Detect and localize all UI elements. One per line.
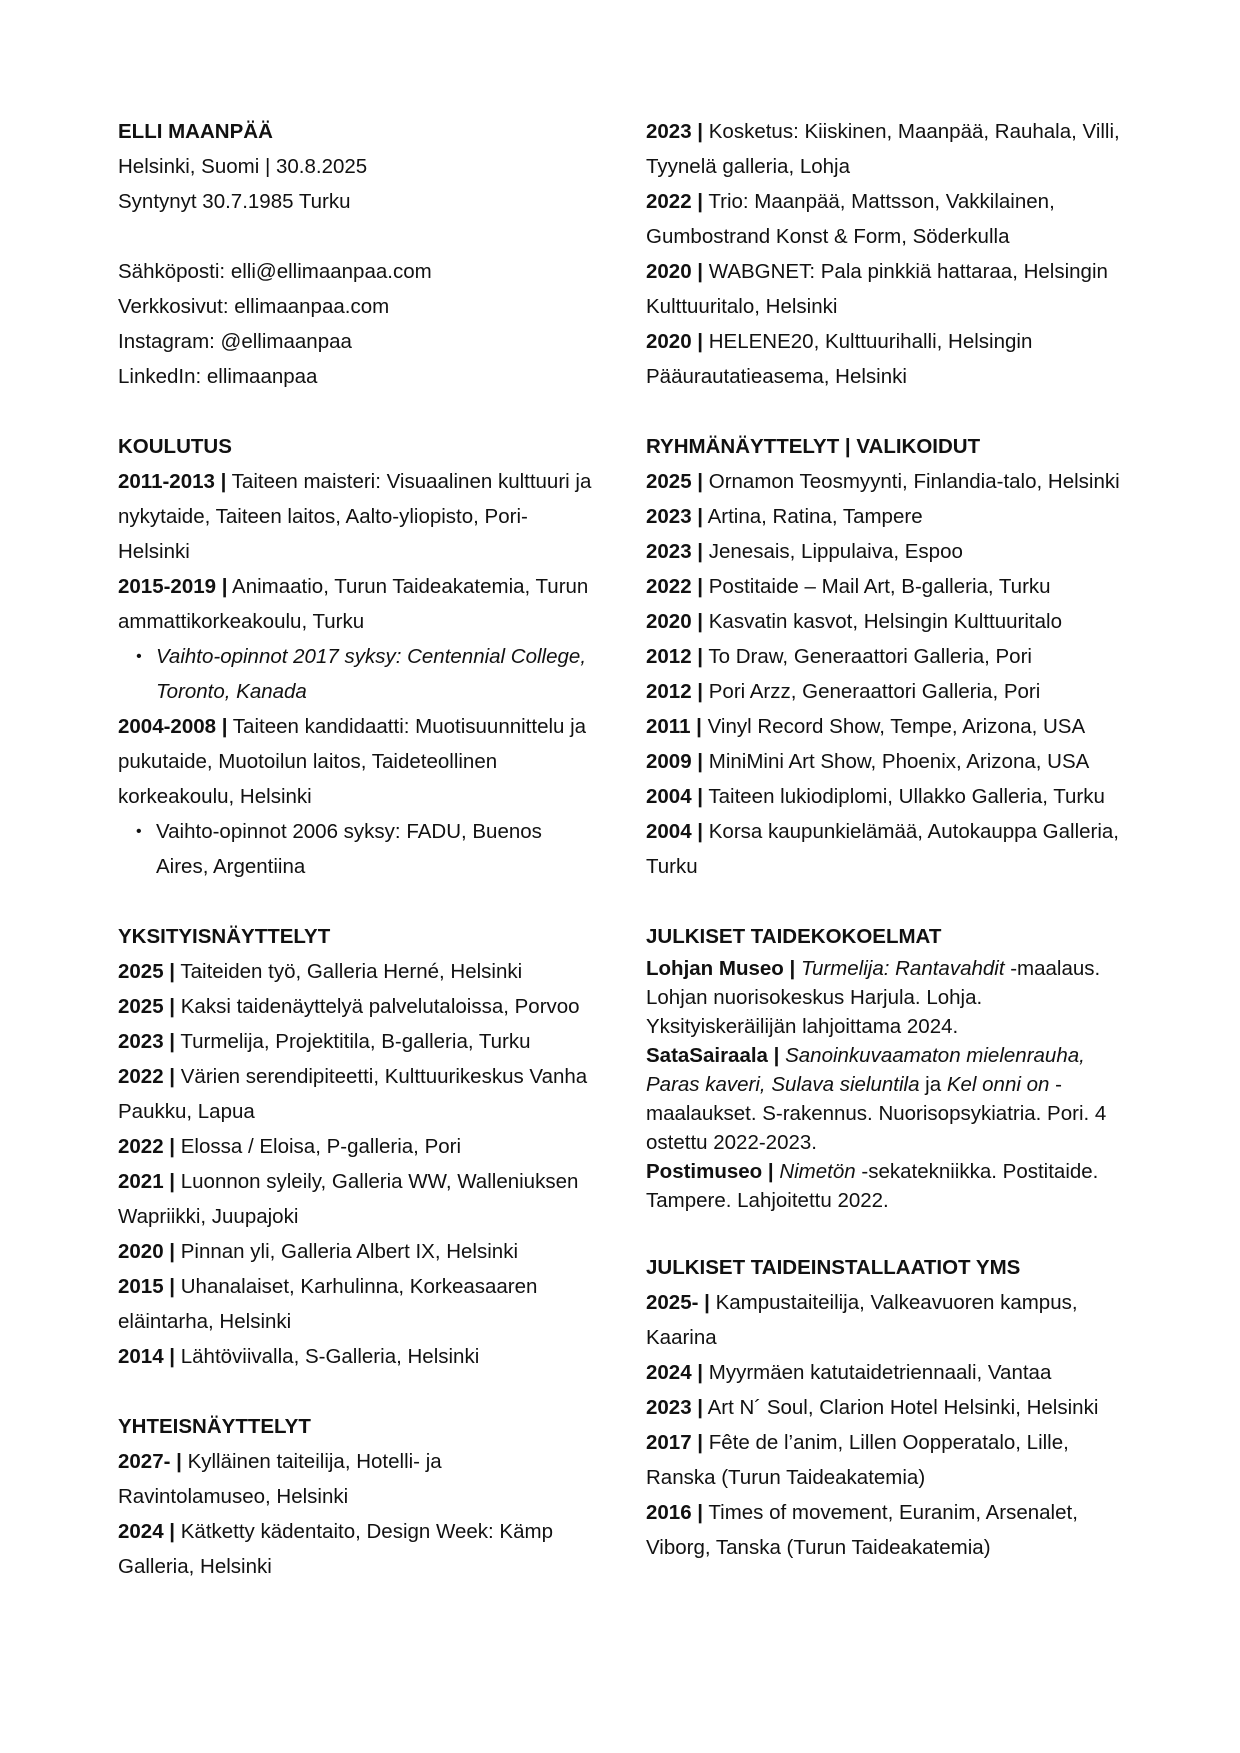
list-item: 2027- | Kylläinen taiteilija, Hotelli- ja Ravintolamuseo, Helsinki: [118, 1450, 442, 1508]
list-item: 2020 | HELENE20, Kulttuurihalli, Helsingin Pääurautatieasema, Helsinki: [646, 330, 1033, 388]
list-item: 2016 | Times of movement, Euranim, Arsenalet, Viborg, Tanska (Turun Taideakatemia): [646, 1501, 1078, 1559]
list-item: 2020 | WABGNET: Pala pinkkiä hattaraa, Helsingin Kulttuuritalo, Helsinki: [646, 260, 1108, 318]
list-item: 2014 | Lähtöviivalla, S-Galleria, Helsinki: [118, 1345, 480, 1368]
education-entry: 2015-2019 | Animaatio, Turun Taideakatemia, Turun ammattikorkeakoulu, Turku: [118, 575, 589, 633]
right-column: [646, 114, 1136, 1565]
section-title: YKSITYISNÄYTTELYT: [118, 925, 331, 948]
list-item: 2023 | Artina, Ratina, Tampere: [646, 505, 923, 528]
solo-exhibitions-section: [118, 919, 598, 1374]
education-section: [118, 429, 598, 884]
list-item: 2011 | Vinyl Record Show, Tempe, Arizona, USA: [646, 715, 1086, 738]
list-item: 2022 | Värien serendipiteetti, Kulttuurikeskus Vanha Paukku, Lapua: [118, 1065, 588, 1123]
section-title: JULKISET TAIDEINSTALLAATIOT YMS: [646, 1256, 1021, 1279]
left-column: [118, 114, 598, 1584]
section-title: YHTEISNÄYTTELYT: [118, 1415, 311, 1438]
list-item: 2023 | Art N´ Soul, Clarion Hotel Helsinki, Helsinki: [646, 1396, 1099, 1419]
list-item: 2022 | Postitaide – Mail Art, B-galleria, Turku: [646, 575, 1051, 598]
list-item: 2017 | Fête de l’anim, Lillen Oopperatalo, Lille, Ranska (Turun Taideakatemia): [646, 1431, 1069, 1489]
instagram: Instagram: @ellimaanpaa: [118, 330, 352, 353]
list-item: 2012 | To Draw, Generaattori Galleria, Pori: [646, 645, 1032, 668]
email: Sähköposti: elli@ellimaanpaa.com: [118, 260, 432, 283]
public-installations-section: [646, 1250, 1136, 1565]
list-item: 2025 | Taiteiden työ, Galleria Herné, Helsinki: [118, 960, 523, 983]
education-entry: 2011-2013 | Taiteen maisteri: Visuaalinen kulttuuri ja nykytaide, Taiteen laitos, Aalto-yliopisto, Pori-Helsinki: [118, 470, 592, 563]
group-exhibitions-section: [646, 429, 1136, 884]
joint-exhibitions-section: [118, 1409, 598, 1584]
website: Verkkosivut: ellimaanpaa.com: [118, 295, 390, 318]
list-item: 2024 | Kätketty kädentaito, Design Week: Kämp Galleria, Helsinki: [118, 1520, 553, 1578]
list-item: 2020 | Pinnan yli, Galleria Albert IX, Helsinki: [118, 1240, 519, 1263]
exchange-note: • Vaihto-opinnot 2006 syksy: FADU, Buenos Aires, Argentiina: [136, 814, 598, 884]
section-title: RYHMÄNÄYTTELYT | VALIKOIDUT: [646, 435, 981, 458]
education-entry: 2004-2008 | Taiteen kandidaatti: Muotisuunnittelu ja pukutaide, Muotoilun laitos, Taideteollinen korkeakoulu, Helsinki: [118, 715, 587, 808]
public-collections-section: [646, 919, 1136, 1215]
list-item: 2015 | Uhanalaiset, Karhulinna, Korkeasaaren eläintarha, Helsinki: [118, 1275, 538, 1333]
list-item: 2022 | Elossa / Eloisa, P-galleria, Pori: [118, 1135, 462, 1158]
place-date: Helsinki, Suomi | 30.8.2025: [118, 155, 368, 178]
list-item: 2023 | Kosketus: Kiiskinen, Maanpää, Rauhala, Villi, Tyynelä galleria, Lohja: [646, 120, 1120, 178]
collection-entry: SataSairaala | Sanoinkuvaamaton mielenrauha, Paras kaveri, Sulava sieluntila ja Kel onni on -maalaukset. S-rakennus. Nuorisopsykiatria. Pori. 4 ostettu 2022-2023.: [646, 1044, 1107, 1154]
list-item: 2023 | Jenesais, Lippulaiva, Espoo: [646, 540, 963, 563]
list-item: 2022 | Trio: Maanpää, Mattsson, Vakkilainen, Gumbostrand Konst & Form, Söderkulla: [646, 190, 1055, 248]
section-title: JULKISET TAIDEKOKOELMAT: [646, 925, 942, 948]
list-item: 2025 | Ornamon Teosmyynti, Finlandia-talo, Helsinki: [646, 470, 1120, 493]
exchange-note: • Vaihto-opinnot 2017 syksy: Centennial College, Toronto, Kanada: [136, 639, 598, 709]
list-item: 2009 | MiniMini Art Show, Phoenix, Arizona, USA: [646, 750, 1090, 773]
list-item: 2021 | Luonnon syleily, Galleria WW, Walleniuksen Wapriikki, Juupajoki: [118, 1170, 579, 1228]
list-item: 2025- | Kampustaiteilija, Valkeavuoren kampus, Kaarina: [646, 1291, 1078, 1349]
section-title: KOULUTUS: [118, 435, 232, 458]
list-item: 2024 | Myyrmäen katutaidetriennaali, Vantaa: [646, 1361, 1052, 1384]
list-item: 2012 | Pori Arzz, Generaattori Galleria, Pori: [646, 680, 1041, 703]
list-item: 2004 | Korsa kaupunkielämää, Autokauppa Galleria, Turku: [646, 820, 1120, 878]
birth-info: Syntynyt 30.7.1985 Turku: [118, 190, 351, 213]
collection-entry: Lohjan Museo | Turmelija: Rantavahdit -maalaus. Lohjan nuorisokeskus Harjula. Lohja. Yksityiskeräilijän lahjoittama 2024.: [646, 957, 1101, 1038]
list-item: 2004 | Taiteen lukiodiplomi, Ullakko Galleria, Turku: [646, 785, 1105, 808]
collection-entry: Postimuseo | Nimetön -sekatekniikka. Postitaide. Tampere. Lahjoitettu 2022.: [646, 1160, 1099, 1212]
contact-block: [118, 114, 598, 394]
linkedin: LinkedIn: ellimaanpaa: [118, 365, 318, 388]
list-item: 2020 | Kasvatin kasvot, Helsingin Kulttuuritalo: [646, 610, 1062, 633]
person-name: ELLI MAANPÄÄ: [118, 120, 273, 143]
joint-exhibitions-continued: [646, 114, 1136, 394]
list-item: 2025 | Kaksi taidenäyttelyä palvelutaloissa, Porvoo: [118, 995, 580, 1018]
list-item: 2023 | Turmelija, Projektitila, B-galleria, Turku: [118, 1030, 531, 1053]
